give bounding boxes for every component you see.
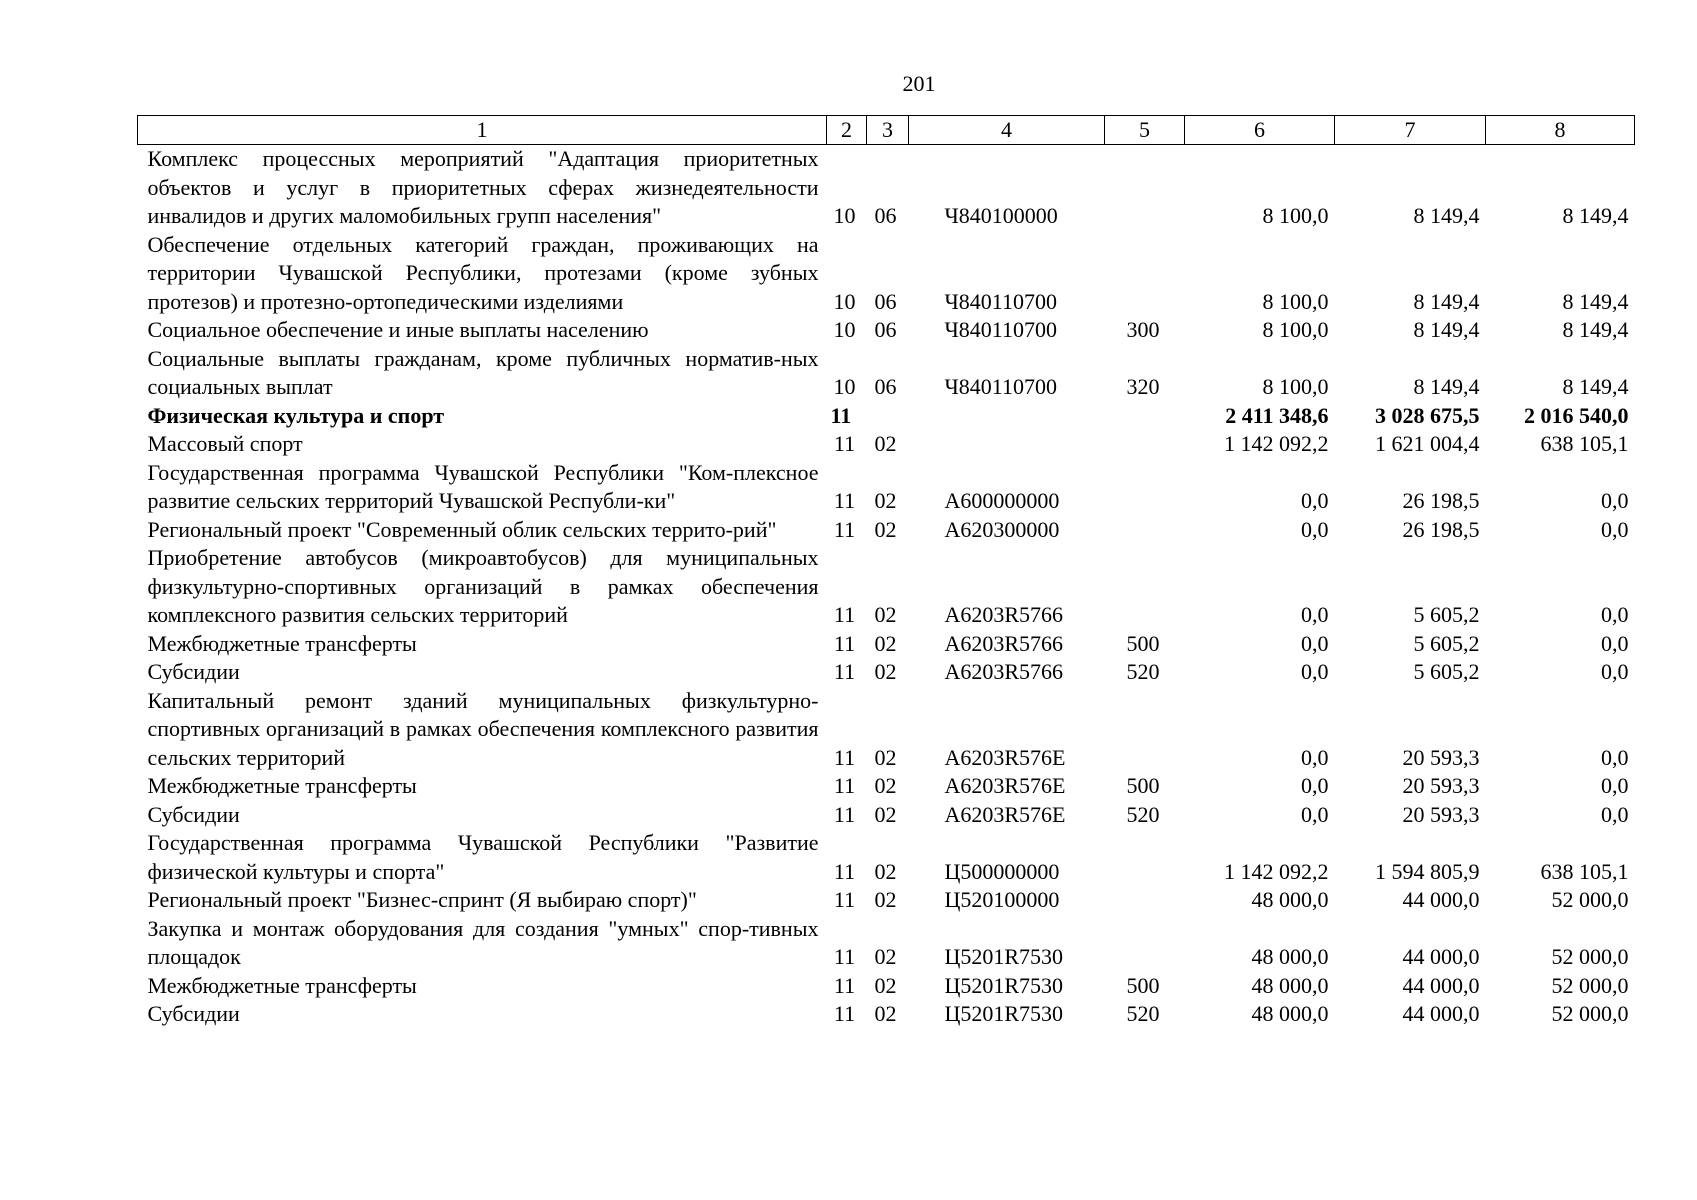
- table-row: [138, 687, 1635, 773]
- row-name: Комплекс процессных мероприятий "Адаптация приоритетных объектов и услуг в приоритетных сферах жизнедеятельности инвалидов и других маломобильных групп населения": [147, 146, 819, 228]
- row-name: Государственная программа Чувашской Республики "Ком-плексное развитие сельских территорий Чувашской Республи-ки": [147, 459, 819, 513]
- row-amount-col7: 5 605,2: [1413, 659, 1480, 684]
- row-section: 11: [833, 659, 856, 684]
- row-section: 10: [833, 288, 856, 314]
- row-amount-col7: 44 000,0: [1402, 1001, 1480, 1026]
- table-row: [138, 316, 1635, 345]
- table-row: [138, 630, 1635, 659]
- row-amount-col6: 48 000,0: [1251, 944, 1329, 969]
- row-expense-type: [1105, 516, 1185, 545]
- row-amount-col8: 0,0: [1601, 516, 1629, 542]
- table-row: [138, 145, 1635, 231]
- row-target-article: А6203R576Е: [944, 801, 1066, 827]
- row-amount-col6: 48 000,0: [1251, 1001, 1329, 1026]
- row-amount-col7: 3 028 675,5: [1375, 402, 1480, 428]
- row-section: 11: [833, 944, 856, 969]
- table-row: [138, 886, 1635, 915]
- header-col-3: 3: [867, 116, 909, 145]
- row-amount-col6: 0,0: [1301, 659, 1329, 684]
- budget-table: [137, 115, 1635, 1029]
- row-name: Социальные выплаты гражданам, кроме публичных норматив-ных социальных выплат: [147, 345, 819, 399]
- table-row: [138, 829, 1635, 886]
- row-amount-col6: 0,0: [1301, 801, 1329, 827]
- row-section: 11: [833, 488, 856, 513]
- row-expense-type: [1105, 459, 1185, 516]
- row-expense-type: [1105, 886, 1185, 915]
- row-target-article: А620300000: [944, 516, 1060, 542]
- row-subsection: 02: [874, 516, 897, 542]
- row-subsection: 02: [874, 488, 897, 513]
- row-name: Субсидии: [147, 801, 240, 827]
- row-amount-col7: 1 594 805,9: [1375, 858, 1480, 884]
- row-amount-col8: 0,0: [1601, 744, 1629, 770]
- row-name: Межбюджетные трансферты: [147, 773, 417, 798]
- row-amount-col8: 0,0: [1601, 602, 1629, 627]
- header-col-1: 1: [138, 116, 827, 145]
- row-amount-col7: 20 593,3: [1402, 744, 1480, 770]
- table-row: [138, 544, 1635, 630]
- page-number: 201: [902, 71, 936, 96]
- row-amount-col6: 8 100,0: [1262, 203, 1329, 228]
- row-amount-col7: 44 000,0: [1402, 944, 1480, 969]
- header-col-7: 7: [1335, 116, 1486, 145]
- row-amount-col8: 52 000,0: [1551, 1001, 1629, 1026]
- row-expense-type: 520: [1126, 801, 1160, 827]
- row-amount-col6: 1 142 092,2: [1224, 858, 1329, 884]
- header-col-2: 2: [827, 116, 867, 145]
- table-row: [138, 772, 1635, 801]
- row-subsection: 02: [874, 858, 897, 884]
- row-target-article: Ц5201R7530: [944, 1001, 1064, 1026]
- row-name: Субсидии: [147, 1001, 240, 1026]
- row-amount-col7: 5 605,2: [1413, 602, 1480, 627]
- row-section: 10: [833, 317, 856, 342]
- row-amount-col6: 1 142 092,2: [1224, 431, 1329, 456]
- row-expense-type: 300: [1126, 317, 1160, 342]
- row-amount-col8: 8 149,4: [1562, 374, 1629, 399]
- row-amount-col8: 0,0: [1601, 488, 1629, 513]
- row-subsection: [867, 402, 909, 431]
- table-row: [138, 516, 1635, 545]
- row-amount-col8: 2 016 540,0: [1524, 402, 1629, 428]
- row-amount-col7: 20 593,3: [1402, 773, 1480, 798]
- row-subsection: 06: [874, 374, 897, 399]
- row-target-article: Ч840110700: [944, 317, 1057, 342]
- row-section: 11: [833, 630, 856, 656]
- table-row: [138, 915, 1635, 972]
- row-name: Физическая культура и спорт: [147, 402, 445, 428]
- row-target-article: А6203R576Е: [944, 744, 1066, 770]
- row-amount-col7: 26 198,5: [1402, 488, 1480, 513]
- table-row: [138, 658, 1635, 687]
- row-section: 11: [833, 972, 856, 998]
- row-expense-type: 500: [1126, 773, 1160, 798]
- table-header: [138, 116, 1635, 145]
- row-subsection: 02: [874, 630, 897, 656]
- row-target-article: А6203R5766: [944, 659, 1064, 684]
- row-section: 11: [833, 801, 856, 827]
- row-subsection: 02: [874, 944, 897, 969]
- row-amount-col6: 0,0: [1301, 516, 1329, 542]
- row-target-article: Ц5201R7530: [944, 972, 1064, 998]
- row-section: 11: [833, 744, 856, 770]
- row-amount-col8: 52 000,0: [1551, 944, 1629, 969]
- row-amount-col7: 8 149,4: [1413, 203, 1480, 228]
- row-expense-type: 500: [1126, 630, 1160, 656]
- row-amount-col7: 26 198,5: [1402, 516, 1480, 542]
- row-expense-type: [1105, 829, 1185, 886]
- row-expense-type: 520: [1126, 659, 1160, 684]
- row-amount-col8: 638 105,1: [1540, 858, 1629, 884]
- row-amount-col6: 8 100,0: [1262, 317, 1329, 342]
- row-expense-type: [1105, 544, 1185, 630]
- row-name: Государственная программа Чувашской Республики "Развитие физической культуры и спорта": [147, 830, 819, 884]
- row-amount-col6: 0,0: [1301, 488, 1329, 513]
- row-name: Массовый спорт: [147, 431, 303, 456]
- row-subsection: 02: [874, 773, 897, 798]
- row-amount-col6: 8 100,0: [1262, 288, 1329, 314]
- row-section: 11: [833, 431, 856, 456]
- table-body: [138, 145, 1635, 1029]
- row-expense-type: [1105, 145, 1185, 231]
- row-expense-type: [1105, 430, 1185, 459]
- row-amount-col8: 0,0: [1601, 773, 1629, 798]
- row-subsection: 06: [874, 288, 897, 314]
- row-expense-type: 500: [1126, 972, 1160, 998]
- row-target-article: Ц520100000: [944, 887, 1060, 912]
- table-row: [138, 459, 1635, 516]
- header-row: [138, 116, 1635, 145]
- row-amount-col6: 0,0: [1301, 773, 1329, 798]
- row-expense-type: [1105, 915, 1185, 972]
- row-subsection: 02: [874, 602, 897, 627]
- header-col-6: 6: [1185, 116, 1335, 145]
- row-target-article: [909, 402, 1105, 431]
- table-row: [138, 402, 1635, 431]
- row-amount-col6: 0,0: [1301, 602, 1329, 627]
- table-row: [138, 1000, 1635, 1029]
- row-target-article: А600000000: [944, 488, 1060, 513]
- row-section: 10: [833, 374, 856, 399]
- row-amount-col7: 8 149,4: [1413, 288, 1480, 314]
- header-col-5: 5: [1105, 116, 1185, 145]
- row-amount-col8: 52 000,0: [1551, 972, 1629, 998]
- row-amount-col7: 44 000,0: [1402, 972, 1480, 998]
- row-name: Региональный проект "Бизнес-спринт (Я выбираю спорт)": [147, 887, 697, 912]
- row-amount-col7: 8 149,4: [1413, 317, 1480, 342]
- row-amount-col6: 8 100,0: [1262, 374, 1329, 399]
- row-name: Социальное обеспечение и иные выплаты населению: [147, 317, 649, 342]
- row-amount-col8: 8 149,4: [1562, 203, 1629, 228]
- row-name: Региональный проект "Современный облик сельских террито-рий": [147, 516, 777, 542]
- row-subsection: 06: [874, 203, 897, 228]
- row-amount-col6: 48 000,0: [1251, 887, 1329, 912]
- table-row: [138, 430, 1635, 459]
- row-section: 11: [830, 402, 852, 428]
- row-section: 11: [833, 1001, 856, 1026]
- row-amount-col8: 0,0: [1601, 659, 1629, 684]
- row-name: Межбюджетные трансферты: [147, 630, 417, 656]
- row-amount-col7: 1 621 004,4: [1375, 431, 1480, 456]
- table-row: [138, 345, 1635, 402]
- row-target-article: Ч840100000: [944, 203, 1058, 228]
- row-target-article: Ч840110700: [944, 288, 1057, 314]
- header-col-8: 8: [1486, 116, 1635, 145]
- row-section: 10: [833, 203, 856, 228]
- row-expense-type: [1105, 687, 1185, 773]
- row-target-article: А6203R5766: [944, 630, 1064, 656]
- row-amount-col6: 0,0: [1301, 630, 1329, 656]
- row-amount-col7: 5 605,2: [1413, 630, 1480, 656]
- row-section: 11: [833, 773, 856, 798]
- row-expense-type: [1105, 231, 1185, 317]
- row-subsection: 02: [874, 887, 897, 912]
- row-subsection: 02: [874, 972, 897, 998]
- row-amount-col6: 48 000,0: [1251, 972, 1329, 998]
- row-name: Межбюджетные трансферты: [147, 972, 417, 998]
- row-name: Капитальный ремонт зданий муниципальных физкультурно-спортивных организаций в рамках обеспечения комплексного развития сельских территорий: [147, 687, 819, 770]
- table-row: [138, 972, 1635, 1001]
- row-amount-col7: 20 593,3: [1402, 801, 1480, 827]
- table-row: [138, 801, 1635, 830]
- row-subsection: 02: [874, 1001, 897, 1026]
- row-target-article: А6203R576Е: [944, 773, 1066, 798]
- row-amount-col8: 638 105,1: [1540, 431, 1629, 456]
- row-name: Закупка и монтаж оборудования для создания "умных" спор-тивных площадок: [147, 915, 819, 969]
- row-amount-col8: 52 000,0: [1551, 887, 1629, 912]
- row-subsection: 06: [874, 317, 897, 342]
- row-amount-col8: 0,0: [1601, 630, 1629, 656]
- row-expense-type: 320: [1126, 374, 1160, 399]
- row-section: 11: [833, 887, 856, 912]
- header-col-4: 4: [909, 116, 1105, 145]
- row-amount-col8: 0,0: [1601, 801, 1629, 827]
- row-amount-col7: 8 149,4: [1413, 374, 1480, 399]
- row-subsection: 02: [874, 431, 897, 456]
- row-amount-col6: 0,0: [1301, 744, 1329, 770]
- row-subsection: 02: [874, 801, 897, 827]
- table-row: [138, 231, 1635, 317]
- row-target-article: Ц5201R7530: [944, 944, 1064, 969]
- row-target-article: [909, 430, 1105, 459]
- row-name: Субсидии: [147, 659, 240, 684]
- row-section: 11: [833, 858, 856, 884]
- row-amount-col8: 8 149,4: [1562, 288, 1629, 314]
- row-section: 11: [833, 602, 856, 627]
- row-target-article: Ч840110700: [944, 374, 1057, 399]
- row-subsection: 02: [874, 659, 897, 684]
- row-target-article: А6203R5766: [944, 602, 1064, 627]
- row-amount-col7: 44 000,0: [1402, 887, 1480, 912]
- row-expense-type: 520: [1126, 1001, 1160, 1026]
- row-name: Приобретение автобусов (микроавтобусов) для муниципальных физкультурно-спортивных организаций в рамках обеспечения комплексного развития сельских территорий: [147, 545, 819, 627]
- row-subsection: 02: [874, 744, 897, 770]
- row-section: 11: [833, 516, 856, 542]
- row-expense-type: [1105, 402, 1185, 431]
- row-amount-col6: 2 411 348,6: [1225, 402, 1329, 428]
- row-name: Обеспечение отдельных категорий граждан, проживающих на территории Чувашской Республики, протезами (кроме зубных протезов) и протезно-ортопедическими изделиями: [147, 231, 819, 314]
- row-target-article: Ц500000000: [944, 858, 1060, 884]
- row-amount-col8: 8 149,4: [1562, 317, 1629, 342]
